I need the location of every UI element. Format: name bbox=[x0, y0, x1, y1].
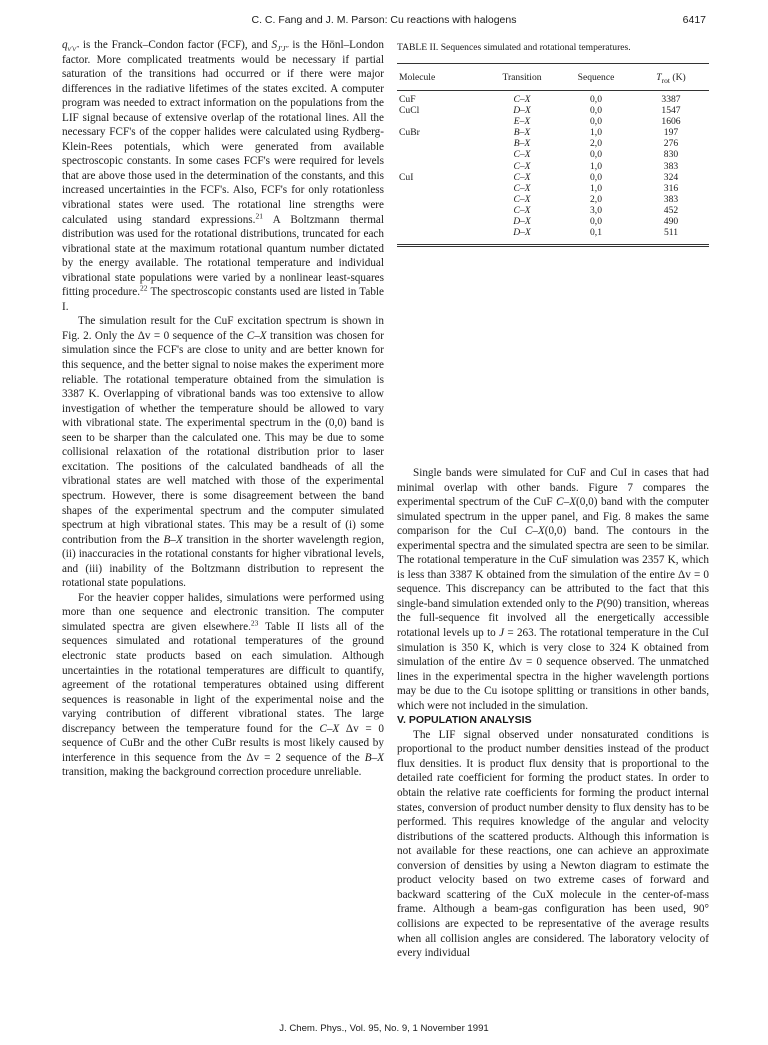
right-column bbox=[397, 466, 709, 961]
table-row bbox=[397, 172, 709, 183]
paragraph-cuf-simulation bbox=[62, 314, 384, 590]
table-row bbox=[397, 161, 709, 172]
cell-trot: 3387 bbox=[661, 94, 681, 105]
text-span: (0,0) band. The contours in the experimental spectra and the simulated spectra are seen to be similar. The rotational temperature in the CuF simulation was 2357 K, which is less than 3387 K obtained from the simulation of the entire Δv = 0 sequence. This discrepancy can be attributed to the fact that this single-band simulation extended only to the bbox=[397, 525, 709, 610]
cell-transition: B–X bbox=[513, 127, 531, 139]
cell-trot: 324 bbox=[663, 171, 679, 183]
cell-trot: 197 bbox=[663, 127, 679, 139]
text-span: is the Franck–Condon factor (FCF), and bbox=[79, 39, 272, 51]
paragraph-population-analysis: The LIF signal observed under nonsaturated conditions is proportional to the product number densities instead of the product flux densities. It is product flux density that is proportional to the detailed rate coefficient for forming the product states. In order to obtain the relative rate coefficients for forming the product internal states, conversion of product number density to flux density has to be performed. This requires knowledge of the angular and velocity distributions of the scattered products. Although this information is not available for these reactions, one can achieve an approximate conversion of densities by using a Newton diagram to estimate the product velocity based on two extreme cases of forward and backward scattering of the CuX molecule in the center-of-mass frame. Although a beam-gas configuration has been used, 90° collisions are expected to be representative of the average results when all collision angles are considered. The laboratory velocity of every individual bbox=[397, 728, 709, 960]
reference-21: 21 bbox=[255, 210, 263, 220]
text-span: The simulation result for the CuF excitation spectrum is shown in Fig. 2. Only the Δv = 0 sequence of the bbox=[62, 315, 384, 342]
cell-sequence: 1,0 bbox=[590, 127, 602, 139]
cell-molecule: CuBr bbox=[399, 127, 420, 139]
cell-sequence: 2,0 bbox=[590, 193, 602, 205]
symbol-cx: C–X bbox=[556, 496, 577, 509]
cell-molecule: CuCl bbox=[399, 105, 420, 117]
symbol-q-sub: v′v″ bbox=[67, 44, 80, 54]
text-span: transition in the shorter wavelength region, (ii) inaccuracies in the rotational constants for higher vibrational levels, and (iii) inability of the Boltzmann distribution to represent the rotational state populations. bbox=[62, 533, 384, 590]
text-span: transition was chosen for simulation since the FCF's are close to unity and are better known for this sequence, and the better signal to noise makes the experiment more reliable. The rotational temperature obtained from the simulation is 3387 K. Overlapping of vibrational bands was too extensive to allow investigation of whether the temperature should be allowed to vary with vibrational state. The experimental spectrum in the (0,0) band is seen to be sharper than the calculated one. This may be due to some collisional relaxation of the rotational distribution prior to laser excitation. The positions of the calculated bandheads of all the vibrational states are well matched with those of the experimental spectrum. However, there is some disagreement between the band shapes of the experimental spectrum and the computer simulated spectrum at high vibrational states. This may be a result of (i) some contribution from the bbox=[62, 329, 384, 546]
paragraph-fcf bbox=[62, 38, 384, 314]
cell-sequence: 0,0 bbox=[590, 171, 602, 183]
trot-unit: K bbox=[675, 71, 683, 83]
table-row bbox=[397, 116, 709, 127]
cell-trot: 276 bbox=[663, 138, 679, 150]
cell-trot: 830 bbox=[663, 149, 679, 161]
section-heading: V. POPULATION ANALYSIS bbox=[397, 714, 532, 727]
cell-sequence: 1,0 bbox=[590, 182, 602, 194]
cell-sequence: 0,0 bbox=[590, 105, 602, 117]
cell-molecule bbox=[397, 205, 485, 216]
cell-transition: C–X bbox=[513, 94, 531, 105]
cell-molecule bbox=[397, 227, 485, 238]
cell-transition: C–X bbox=[513, 204, 531, 216]
cell-molecule: CuF bbox=[399, 94, 416, 105]
symbol-bx: B–X bbox=[364, 751, 384, 764]
table-row bbox=[397, 205, 709, 216]
cell-sequence: 0,0 bbox=[590, 149, 602, 161]
text-span: (0,0) band with the computer simulated spectrum in the upper panel, and Fig. 8 makes the same comparison for the CuI bbox=[397, 496, 709, 538]
cell-sequence: 0,1 bbox=[590, 227, 602, 239]
cell-trot: 316 bbox=[663, 182, 679, 194]
trot-symbol: T bbox=[656, 71, 662, 83]
cell-transition: C–X bbox=[513, 149, 531, 161]
running-header bbox=[0, 10, 768, 30]
paragraph-heavier-halides bbox=[62, 591, 384, 780]
page-number: 6417 bbox=[682, 14, 706, 26]
cell-transition: B–X bbox=[513, 138, 531, 150]
cell-transition: D–X bbox=[513, 105, 531, 117]
text-span: Δv = 0 sequence of CuBr and the other CuBr results is most likely caused by interference in this sequence from the Δv = 2 sequence of the bbox=[62, 722, 384, 764]
table-ii bbox=[397, 42, 709, 247]
text-span: Table II lists all of the sequences simulated and rotational temperatures of the ground electronic state products based on each simulation. Although uncertainties in the rotational temperatures are difficult to quantify, agreement of the rotational temperatures obtained using different sequences is reasonable in light of the experimental noise and the varying contribution of different vibrational states. The large discrepancy between the temperature found for the bbox=[62, 620, 384, 735]
cell-transition: C–X bbox=[513, 193, 531, 205]
cell-trot: 1547 bbox=[661, 105, 681, 117]
table-row bbox=[397, 194, 709, 205]
symbol-cx: C–X bbox=[319, 722, 340, 735]
table-row bbox=[397, 227, 709, 238]
reference-22: 22 bbox=[140, 283, 148, 293]
cell-transition: D–X bbox=[513, 216, 531, 228]
text-span: = 263. The rotational temperature in the CuI simulation is 350 K, which is very close to 324 K obtained from simulation of the entire Δv = 0 sequence observed. The unmatched lines in the experimental spectra in the higher wavelength portions may be due to the Cu isotope splitting or transitions in other bands, which were not included in the simulation. bbox=[397, 627, 709, 712]
cell-trot: 511 bbox=[663, 227, 679, 239]
table-header-row bbox=[397, 63, 709, 91]
symbol-p: P bbox=[596, 597, 603, 610]
symbol-s-sub: J′J″ bbox=[277, 44, 289, 54]
col-header-trot: $T_{rot}$ (K) bbox=[656, 71, 686, 85]
table-body bbox=[397, 91, 709, 247]
cell-sequence: 2,0 bbox=[590, 138, 602, 150]
cell-trot: 452 bbox=[663, 204, 679, 216]
symbol-cx: C–X bbox=[246, 329, 267, 342]
col-header-transition: Transition bbox=[502, 71, 542, 83]
cell-molecule bbox=[397, 116, 485, 127]
cell-transition: C–X bbox=[513, 160, 531, 172]
trot-sub: rot bbox=[661, 75, 670, 85]
table-row bbox=[397, 127, 709, 138]
cell-transition: C–X bbox=[513, 171, 531, 183]
reference-23: 23 bbox=[250, 618, 259, 628]
left-column bbox=[62, 38, 384, 780]
symbol-bx: B–X bbox=[163, 533, 183, 546]
cell-molecule: CuI bbox=[399, 171, 414, 183]
cell-trot: 1606 bbox=[661, 116, 681, 128]
cell-sequence: 0,0 bbox=[590, 116, 602, 128]
text-span: A Boltzmann thermal distribution was used for the rotational distributions, truncated for each vibrational state at the maximum rotational quantum number dictated by the energy available. The rotational temperature and individual vibrational state populations were varied by a nonlinear least-squares fitting procedure. bbox=[62, 213, 384, 299]
cell-trot: 383 bbox=[663, 160, 679, 172]
text-span: For the heavier copper halides, simulations were performed using more than one sequence and electronic transition. The computer simulated spectra are given elsewhere. bbox=[62, 591, 384, 633]
table-row bbox=[397, 216, 709, 227]
cell-sequence: 0,0 bbox=[590, 216, 602, 228]
symbol-q: q bbox=[62, 39, 68, 51]
cell-molecule bbox=[397, 194, 485, 205]
symbol-s: S bbox=[271, 39, 278, 51]
table-row bbox=[397, 183, 709, 194]
cell-molecule bbox=[397, 149, 485, 160]
table-row bbox=[397, 138, 709, 149]
cell-molecule bbox=[397, 138, 485, 149]
text-span: transition, making the background correction procedure unreliable. bbox=[62, 766, 362, 779]
col-header-sequence: Sequence bbox=[577, 71, 615, 83]
text-span: Single bands were simulated for CuF and CuI in cases that had minimal overlap with other bands. Figure 7 compares the experimental spectrum of the CuF bbox=[397, 467, 709, 509]
text-span: The spectroscopic constants used are listed in Table I. bbox=[62, 286, 384, 313]
col-header-molecule: Molecule bbox=[399, 71, 436, 83]
footer-citation: J. Chem. Phys., Vol. 95, No. 9, 1 November 1991 bbox=[279, 1023, 489, 1034]
symbol-cx: C–X bbox=[524, 525, 545, 538]
cell-transition: E–X bbox=[513, 116, 531, 128]
cell-sequence: 3,0 bbox=[590, 204, 602, 216]
symbol-j: J bbox=[499, 627, 505, 640]
running-title: C. C. Fang and J. M. Parson: Cu reactions with halogens bbox=[251, 14, 517, 26]
cell-molecule bbox=[397, 183, 485, 194]
table-row bbox=[397, 149, 709, 160]
text-span: is the Hönl–London factor. More complicated treatments would be necessary if partial saturation of the transitions had occurred or if there were major differences in the radiative lifetimes of the states excited. A computer program was needed to extract information on the populations from the LIF signal because of extensive overlap of the rotational lines. All the necessary FCF's of the copper halides were calculated using Rydberg-Klein-Rees potentials, which were generated from available spectroscopic constants. In some cases FCF's were required for levels that are above those used in the determination of the constants, and this increased uncertainties in the FCF's. Also, FCF's for only rotationless vibrational states were used. The rotational line strengths were calculated using standard expressions. bbox=[62, 39, 384, 226]
cell-molecule bbox=[397, 216, 485, 227]
cell-transition: D–X bbox=[513, 227, 531, 239]
cell-sequence: 1,0 bbox=[590, 160, 602, 172]
table-row bbox=[397, 94, 709, 105]
cell-trot: 383 bbox=[663, 193, 679, 205]
paragraph-single-bands bbox=[397, 466, 709, 713]
cell-sequence: 0,0 bbox=[590, 94, 602, 105]
table-caption: TABLE II. Sequences simulated and rotational temperatures. bbox=[397, 42, 631, 53]
cell-trot: 490 bbox=[663, 216, 679, 228]
cell-molecule bbox=[397, 161, 485, 172]
text-span: (90) transition, whereas the full-sequence fit involved all the energetically accessible rotational levels up to bbox=[397, 597, 709, 640]
table-row bbox=[397, 105, 709, 116]
cell-transition: C–X bbox=[513, 182, 531, 194]
